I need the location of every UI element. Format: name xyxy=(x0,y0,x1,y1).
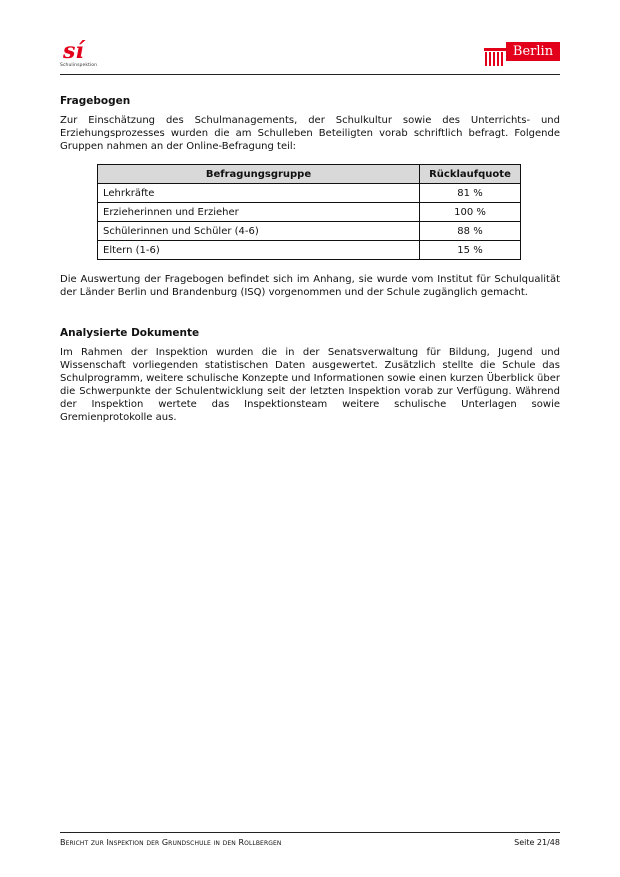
group-cell: Schülerinnen und Schüler (4-6) xyxy=(98,222,420,241)
rate-cell: 100 % xyxy=(420,203,521,222)
response-rate-table-wrapper xyxy=(97,164,521,260)
section-heading-dokumente: Analysierte Dokumente xyxy=(60,327,200,339)
schulinspektion-logo xyxy=(60,36,112,70)
si-logo-icon xyxy=(60,36,100,64)
column-header-rate: Rücklaufquote xyxy=(420,165,521,184)
rate-cell: 88 % xyxy=(420,222,521,241)
brandenburg-gate-icon xyxy=(484,48,508,66)
evaluation-paragraph: Die Auswertung der Fragebogen befindet sich im Anhang, sie wurde vom Institut für Schulqualität der Länder Berlin und Brandenburg (ISQ) vorgenommen und der Schule zugänglich gemacht. xyxy=(60,274,560,298)
svg-text:sí: sí xyxy=(63,38,84,64)
table-header-row xyxy=(98,165,521,184)
logo-caption: Schulinspektion xyxy=(60,63,98,68)
table-row xyxy=(98,184,521,203)
table-row xyxy=(98,241,521,260)
rate-cell: 15 % xyxy=(420,241,521,260)
table-row xyxy=(98,222,521,241)
intro-paragraph: Zur Einschätzung des Schulmanagements, der Schulkultur sowie des Unterrichts- und Erziehungsprozesses wurden die am Schulleben Beteiligten vorab schriftlich befragt. Folgende Gruppen nahmen an der Online-Befragung teil: xyxy=(60,115,560,152)
page-number: Seite 21/48 xyxy=(514,838,560,847)
table-row xyxy=(98,203,521,222)
berlin-logo xyxy=(484,42,560,66)
main-content xyxy=(60,95,560,424)
documents-section xyxy=(60,327,560,424)
section-heading-fragebogen: Fragebogen xyxy=(60,95,131,107)
group-cell: Erzieherinnen und Erzieher xyxy=(98,203,420,222)
berlin-label: Berlin xyxy=(506,42,560,61)
group-cell: Lehrkräfte xyxy=(98,184,420,203)
report-title: Bericht zur Inspektion der Grundschule in den Rollbergen xyxy=(60,838,282,847)
page-footer xyxy=(60,832,560,851)
column-header-group: Befragungsgruppe xyxy=(98,165,420,184)
rate-cell: 81 % xyxy=(420,184,521,203)
response-rate-table xyxy=(97,164,521,260)
page-header xyxy=(60,36,560,75)
group-cell: Eltern (1-6) xyxy=(98,241,420,260)
documents-paragraph: Im Rahmen der Inspektion wurden die in der Senatsverwaltung für Bildung, Jugend und Wissenschaft vorliegenden statistischen Daten ausgewertet. Zusätzlich stellte die Schule das Schulprogramm, weitere schulische Konzepte und Informationen sowie einen kurzen Überblick über die Schwerpunkte der Schulentwicklung seit der letzten Inspektion vorab zur Verfügung. Während der Inspektion wertete das Inspektionsteam weitere schulische Unterlagen sowie Gremienprotokolle aus. xyxy=(60,347,560,423)
